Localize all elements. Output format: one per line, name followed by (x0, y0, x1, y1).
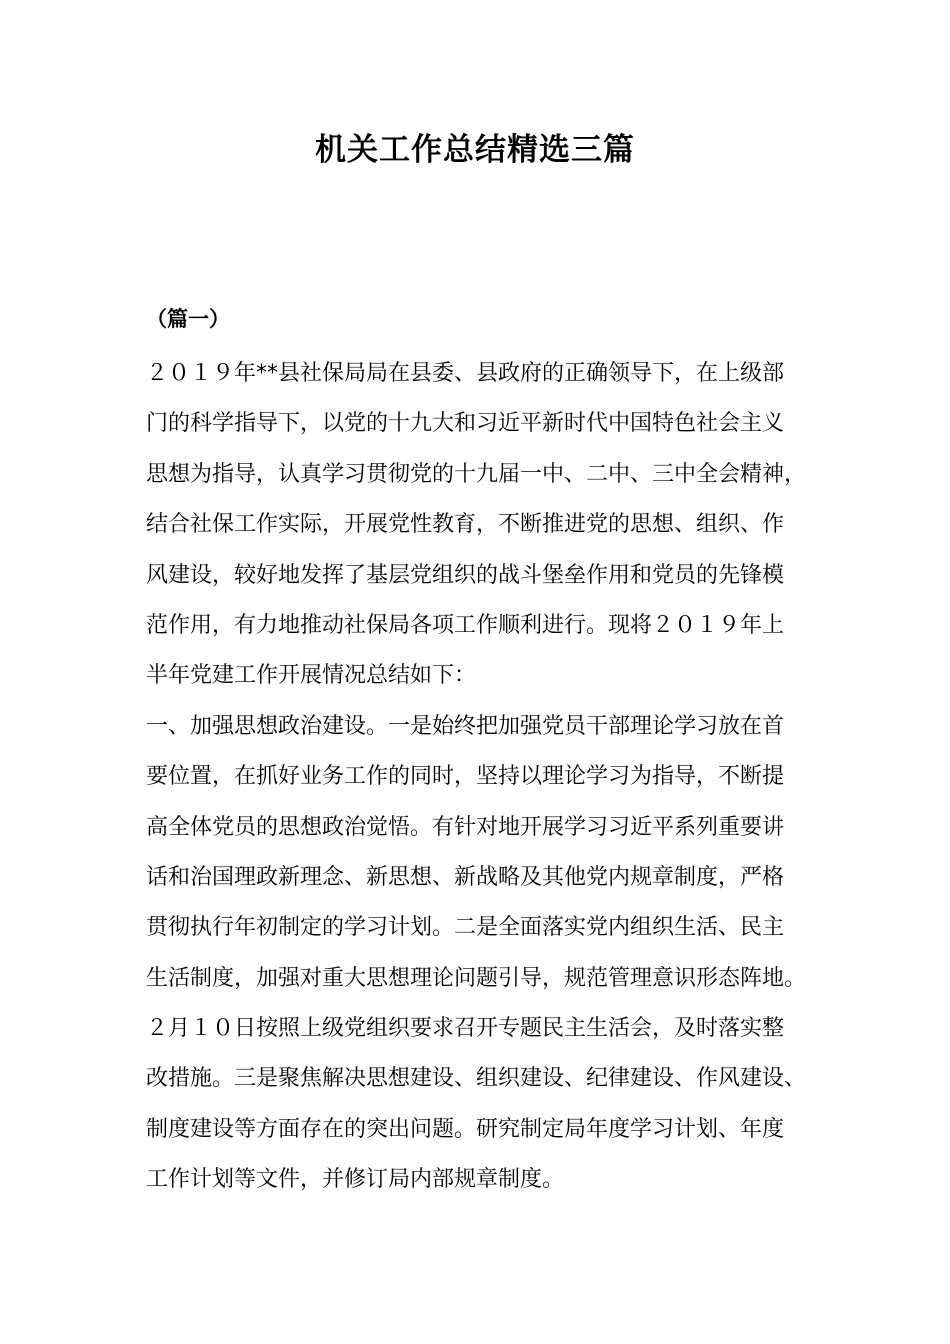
body-line: 工作计划等文件，并修订局内部规章制度。 (146, 1167, 565, 1193)
section-heading: （篇一） (146, 307, 230, 331)
body-line: 话和治国理政新理念、新思想、新战略及其他党内规章制度，严格 (146, 864, 785, 890)
body-line: 高全体党员的思想政治觉悟。有针对地开展学习习近平系列重要讲 (146, 814, 785, 840)
body-line: 改措施。三是聚焦解决思想建设、组织建设、纪律建设、作风建设、 (146, 1066, 807, 1092)
body-line: 结合社保工作实际，开展党性教育，不断推进党的思想、组织、作 (146, 512, 785, 538)
body-line: 生活制度，加强对重大思想理论问题引导，规范管理意识形态阵地。 (146, 965, 807, 991)
body-line: 范作用，有力地推动社保局各项工作顺利进行。现将２０１９年上 (146, 612, 785, 638)
body-line: 思想为指导，认真学习贯彻党的十九届一中、二中、三中全会精神， (146, 461, 807, 487)
body-line: ２０１９年**县社保局局在县委、县政府的正确领导下，在上级部 (146, 361, 785, 386)
document-title: 机关工作总结精选三篇 (315, 132, 635, 168)
body-line: 半年党建工作开展情况总结如下： (146, 663, 477, 689)
body-line: ２月１０日按照上级党组织要求召开专题民主生活会，及时落实整 (146, 1016, 785, 1042)
body-line: 门的科学指导下，以党的十九大和习近平新时代中国特色社会主义 (146, 411, 785, 437)
body-line: 风建设，较好地发挥了基层党组织的战斗堡垒作用和党员的先锋模 (146, 562, 785, 588)
body-line: 贯彻执行年初制定的学习计划。二是全面落实党内组织生活、民主 (146, 915, 785, 941)
body-line: 要位置，在抓好业务工作的同时，坚持以理论学习为指导，不断提 (146, 764, 785, 790)
body-line: 制度建设等方面存在的突出问题。研究制定局年度学习计划、年度 (146, 1116, 785, 1142)
body-line: 一、加强思想政治建设。一是始终把加强党员干部理论学习放在首 (146, 713, 785, 739)
body-text (146, 352, 826, 1209)
